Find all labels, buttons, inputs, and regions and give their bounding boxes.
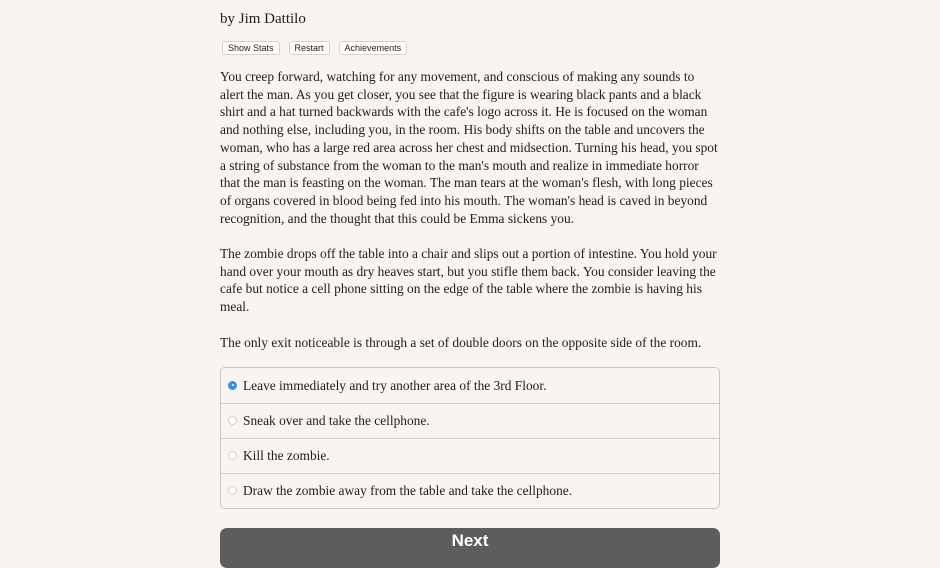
radio-icon[interactable] — [228, 486, 237, 495]
choice-option[interactable] — [221, 368, 719, 403]
story-paragraph: The only exit noticeable is through a set of double doors on the opposite side of the room. — [220, 334, 702, 350]
choice-option[interactable] — [221, 438, 719, 473]
choice-label: Kill the zombie. — [243, 448, 330, 464]
story-text — [220, 68, 720, 351]
author-byline: by Jim Dattilo — [220, 11, 306, 27]
radio-icon[interactable] — [228, 451, 237, 460]
choice-list — [220, 367, 720, 509]
choice-option[interactable] — [221, 473, 719, 508]
choice-label: Draw the zombie away from the table and take the cellphone. — [243, 483, 573, 499]
choice-label: Sneak over and take the cellphone. — [243, 413, 430, 429]
story-paragraph: The zombie drops off the table into a chair and slips out a portion of intestine. You hold your hand over your mouth as dry heaves start, but you stifle them back. You consider leaving the cafe but notice a cell phone sitting on the edge of the table where the zombie is having his meal. — [220, 246, 717, 315]
toolbar — [222, 41, 720, 55]
game-page — [220, 0, 720, 568]
restart-button[interactable]: Restart — [289, 41, 330, 55]
choice-label: Leave immediately and try another area of the 3rd Floor. — [243, 377, 547, 393]
show-stats-button[interactable]: Show Stats — [222, 41, 280, 55]
achievements-button[interactable]: Achievements — [339, 41, 408, 55]
next-button[interactable]: Next — [220, 528, 720, 568]
story-paragraph: You creep forward, watching for any movement, and conscious of making any sounds to alert the man. As you get closer, you see that the figure is wearing black pants and a black shirt and a hat turned backwards with the cafe's logo across it. He is focused on the woman and nothing else, including you, in the room. His body shifts on the table and uncovers the woman, who has a large red area across her chest and midsection. Turning his head, you spot a string of substance from the woman to the man's mouth and realize in immediate horror that the man is feasting on the woman. The man tears at the woman's flesh, with long pieces of organs covered in blood being fed into his mouth. The woman's head is caved in beyond recognition, and the thought that this could be Emma sickens you. — [220, 69, 718, 226]
choice-option[interactable] — [221, 403, 719, 438]
radio-icon[interactable] — [228, 416, 237, 425]
radio-selected-icon[interactable] — [228, 381, 237, 390]
